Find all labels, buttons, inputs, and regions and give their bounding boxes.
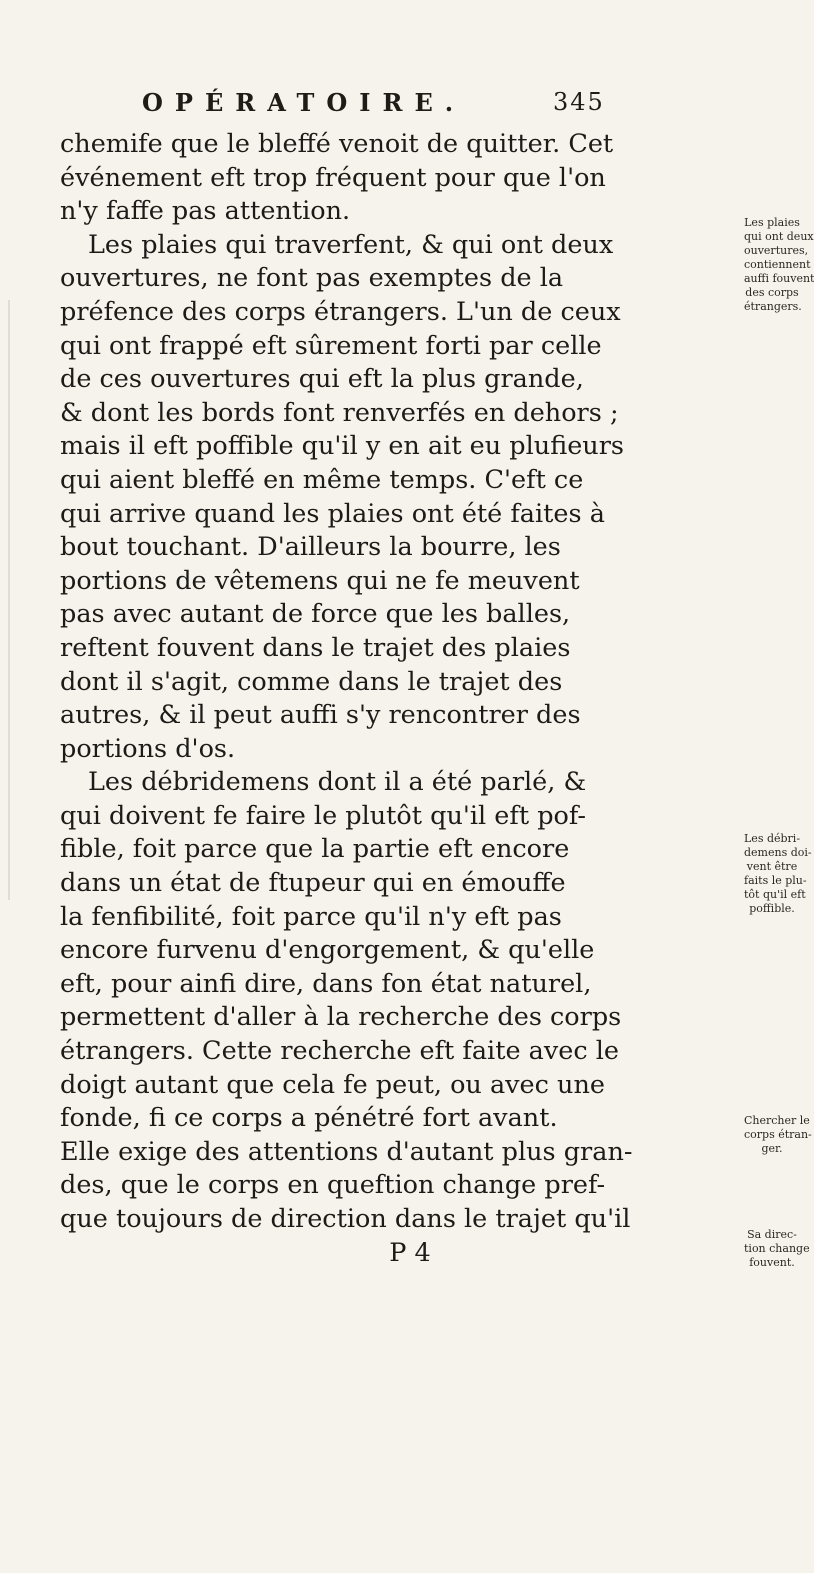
text-line: doigt autant que cela fe peut, ou avec une bbox=[60, 1069, 605, 1100]
text-line: bout touchant. D'ailleurs la bourre, les bbox=[60, 532, 561, 563]
margin-note-line: tion change bbox=[744, 1242, 810, 1255]
text-line: reftent fouvent dans le trajet des plaies bbox=[60, 632, 571, 663]
margin-note-line: Les débri- bbox=[744, 832, 801, 845]
text-line: événement eft trop fréquent pour que l'on bbox=[60, 162, 606, 193]
page-edge-shadow bbox=[8, 300, 10, 900]
signature-mark: P 4 bbox=[389, 1237, 431, 1268]
text-line: préfence des corps étrangers. L'un de ceux bbox=[60, 296, 621, 327]
text-line: fonde, fi ce corps a pénétré fort avant. bbox=[60, 1103, 558, 1134]
text-line: dans un état de ftupeur qui en émouffe bbox=[60, 868, 566, 899]
margin-note-line: demens doi- bbox=[744, 846, 812, 859]
text-line: mais il eft poffible qu'il y en ait eu plufieurs bbox=[60, 431, 624, 462]
text-line: Elle exige des attentions d'autant plus gran- bbox=[60, 1136, 633, 1167]
body-text bbox=[60, 128, 740, 1270]
text-line: chemife que le bleffé venoit de quitter. Cet bbox=[60, 129, 614, 159]
text-line: qui ont frappé eft sûrement forti par celle bbox=[60, 330, 602, 361]
text-line: qui aient bleffé en même temps. C'eft ce bbox=[60, 464, 584, 495]
margin-note-line: étrangers. bbox=[744, 300, 802, 313]
margin-note-line: Les plaies bbox=[744, 216, 800, 229]
margin-note-line: faits le plu- bbox=[744, 874, 807, 887]
margin-note-line: ger. bbox=[761, 1142, 783, 1155]
text-line: n'y faffe pas attention. bbox=[60, 196, 351, 227]
margin-note-line: vent être bbox=[746, 860, 798, 873]
page-header bbox=[0, 88, 800, 128]
margin-note-wounds bbox=[744, 216, 814, 314]
text-line: autres, & il peut auffi s'y rencontrer des bbox=[60, 700, 581, 731]
page-number: 345 bbox=[553, 88, 605, 116]
text-line: qui arrive quand les plaies ont été faites à bbox=[60, 498, 605, 529]
margin-note-line: Chercher le bbox=[744, 1114, 810, 1127]
text-line: que toujours de direction dans le trajet qu'il bbox=[60, 1204, 631, 1234]
margin-note-line: poffible. bbox=[749, 902, 795, 915]
text-line: portions de vêtemens qui ne fe meuvent bbox=[60, 565, 580, 596]
text-line: ouvertures, ne font pas exemptes de la bbox=[60, 263, 564, 294]
margin-note-line: qui ont deux bbox=[744, 230, 814, 243]
margin-note-line: des corps bbox=[745, 286, 799, 299]
margin-note-line: ouvertures, bbox=[744, 244, 809, 257]
text-line: qui doivent fe faire le plutôt qu'il eft pof- bbox=[60, 800, 587, 831]
margin-note-line: auffi fouvent bbox=[744, 272, 814, 285]
text-line: & dont les bords font renverfés en dehors ; bbox=[60, 397, 619, 428]
margin-note-line: contiennent bbox=[744, 258, 811, 271]
text-line: étrangers. Cette recherche eft faite avec le bbox=[60, 1036, 619, 1067]
margin-note-line: corps étran- bbox=[744, 1128, 812, 1141]
text-line: pas avec autant de force que les balles, bbox=[60, 599, 571, 630]
text-line: la fenfibilité, foit parce qu'il n'y eft pas bbox=[60, 901, 562, 932]
paragraph-start-line: Les plaies qui traverfent, & qui ont deux bbox=[88, 229, 614, 260]
text-line: encore furvenu d'engorgement, & qu'elle bbox=[60, 935, 595, 966]
text-line: dont il s'agit, comme dans le trajet des bbox=[60, 666, 563, 697]
text-line: portions d'os. bbox=[60, 733, 236, 764]
text-line: des, que le corps en queftion change pref- bbox=[60, 1170, 606, 1201]
margin-note-line: fouvent. bbox=[749, 1256, 795, 1269]
paragraph-start-line: Les débridemens dont il a été parlé, & bbox=[88, 767, 587, 798]
margin-note-direction bbox=[744, 1228, 810, 1270]
text-line: eft, pour ainfi dire, dans fon état naturel, bbox=[60, 968, 592, 999]
text-line: permettent d'aller à la recherche des corps bbox=[60, 1002, 622, 1033]
margin-note-search bbox=[744, 1114, 812, 1156]
margin-note-line: tôt qu'il eft bbox=[744, 888, 806, 901]
margin-note-debridement bbox=[744, 832, 812, 916]
margin-note-line: Sa direc- bbox=[747, 1228, 797, 1241]
text-line: de ces ouvertures qui eft la plus grande, bbox=[60, 364, 584, 395]
text-line: fible, foit parce que la partie eft encore bbox=[60, 834, 570, 865]
running-title: OPÉRATOIRE. bbox=[142, 88, 466, 117]
